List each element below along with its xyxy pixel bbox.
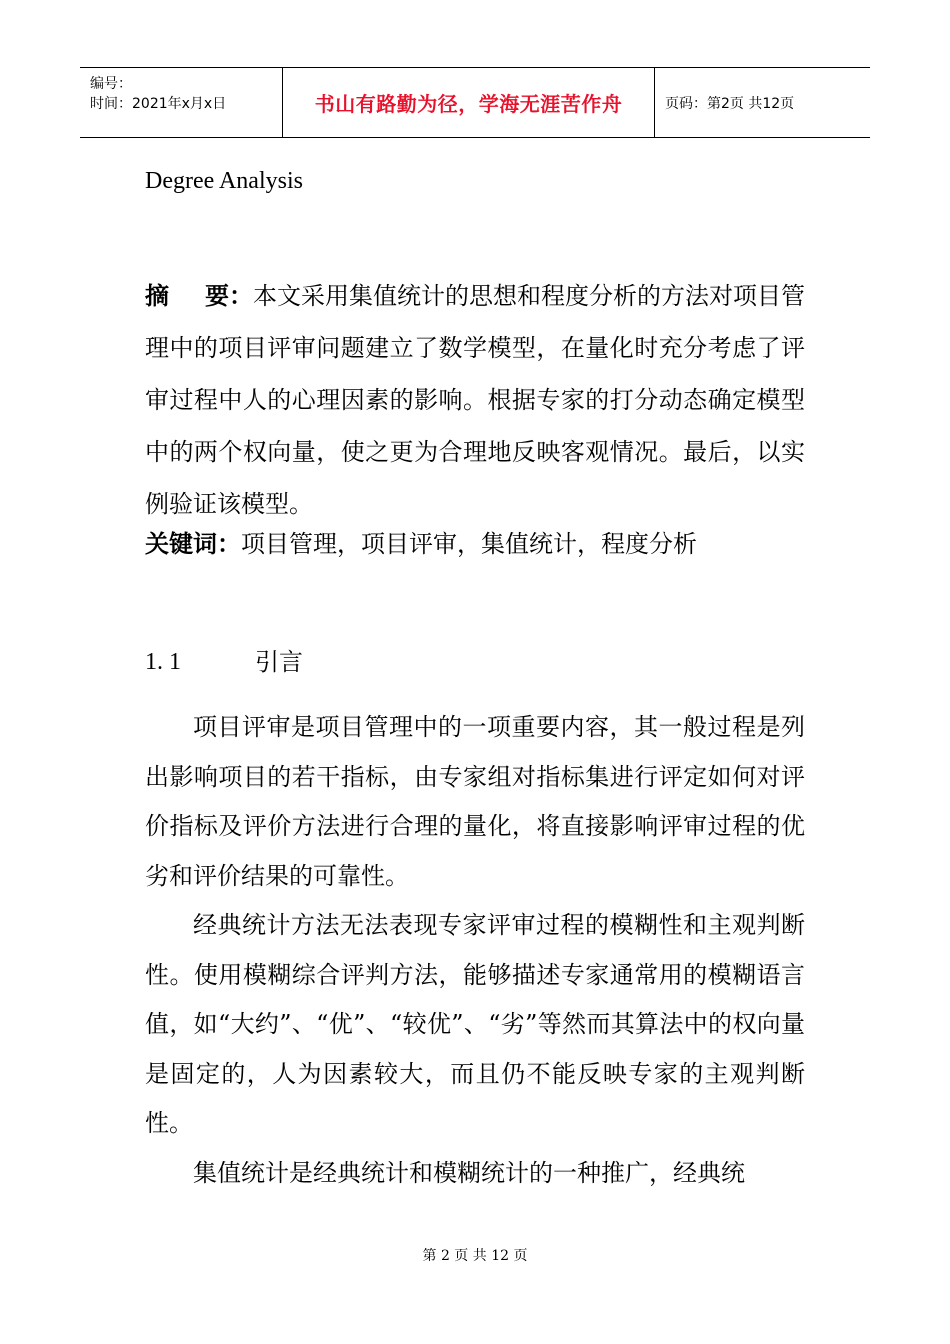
header-page-info: 页码：第2页 共12页 xyxy=(665,95,795,112)
abstract-text: 本文采用集值统计的思想和程度分析的方法对项目管理中的项目评审问题建立了数学模型，在量化时充分考虑了评审过程中人的心理因素的影响。根据专家的打分动态确定模型中的两个权向量，使之更为合理地反映客观情况。最后，以实例验证该模型。 xyxy=(145,282,805,518)
keywords-label: 关键词： xyxy=(145,530,241,558)
paragraph: 经典统计方法无法表现专家评审过程的模糊性和主观判断性。使用模糊综合评判方法，能够描述专家通常用的模糊语言值，如“大约”、“优”、“较优”、“劣”等然而其算法中的权向量是固定的，人为因素较大，而且仍不能反映专家的主观判断性。 xyxy=(145,911,805,1137)
paragraph: 项目评审是项目管理中的一项重要内容，其一般过程是列出影响项目的若干指标，由专家组对指标集进行评定如何对评价指标及评价方法进行合理的量化，将直接影响评审过程的优劣和评价结果的可靠性。 xyxy=(145,713,805,890)
section-number: 1. 1 xyxy=(145,649,181,675)
section-heading xyxy=(145,644,303,680)
page-header xyxy=(80,67,870,138)
section-title: 引言 xyxy=(255,648,303,676)
header-number-label: 编号： xyxy=(90,76,132,92)
body-text xyxy=(145,703,805,1198)
header-time-label: 时间：2021年x月x日 xyxy=(90,96,227,112)
keywords-text: 项目管理，项目评审，集值统计，程度分析 xyxy=(241,530,697,558)
keywords xyxy=(145,518,805,570)
abstract-label-2: 要： xyxy=(205,282,253,310)
header-meta xyxy=(80,68,282,137)
header-motto: 书山有路勤为径，学海无涯苦作舟 xyxy=(282,68,655,137)
paragraph: 集值统计是经典统计和模糊统计的一种推广，经典统 xyxy=(193,1158,745,1187)
page-footer: 第 2 页 共 12 页 xyxy=(422,1248,528,1264)
english-title: Degree Analysis xyxy=(145,168,303,194)
abstract xyxy=(145,270,805,530)
abstract-label-1: 摘 xyxy=(145,282,169,310)
